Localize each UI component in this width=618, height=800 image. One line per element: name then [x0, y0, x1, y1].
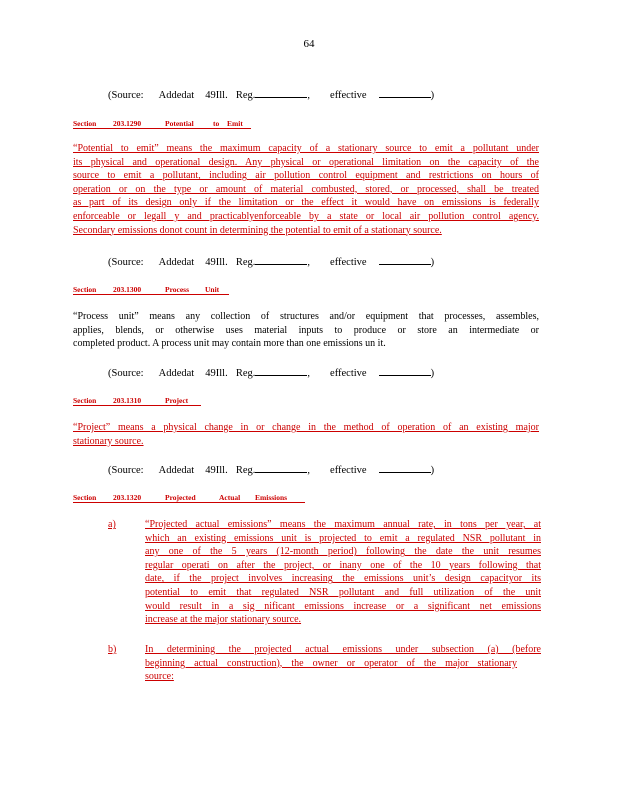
- section-body: “Potential to emit” means the maximum capacity of a stationary source to emit a pollutant under its physical and operational design. Any physical or operational limitation on the capacity of the source to emit a pollutant, including air pollution control equipment and restrictions on hours of operation or on the type or amount of material combusted, stored, or processed, shall be treated as part of its design only if the limitation or the effect it would have on emissions is federally enforceable or legall y and practicablyenforceable by a state or local air pollution control agency. Secondary emissions donot count in determining the potential to emit of a stationary source.: [73, 143, 539, 236]
- item-body: In determining the projected actual emissions under subsection (a) (before beginning actual construction), the owner or operator of the major stationary source:: [145, 644, 541, 683]
- effective-blank: [379, 88, 431, 98]
- source-line: (Source: Addedat 49Ill. Reg. , effective ): [108, 465, 435, 476]
- reg-blank: [255, 463, 307, 473]
- effective-blank: [379, 366, 431, 376]
- reg-blank: [255, 88, 307, 98]
- ill-label: 49Ill.: [205, 90, 228, 101]
- reg-blank: [255, 255, 307, 265]
- effective-blank: [379, 463, 431, 473]
- page-number: 64: [303, 38, 315, 50]
- item-label: a): [108, 519, 116, 530]
- item-body: “Projected actual emissions” means the maximum annual rate, in tons per year, at which an existing emissions unit is projected to emit a regulated NSR pollutant in any one of the 5 years (12-month period) following the date the unit resumes regular operati on after the project, or inany one of the 10 years following that date, if the project involves increasing the emissions unit’s design capacityor its potential to emit that regulated NSR pollutant and full utilization of the unit would result in a sig nificant emissions increase or a significant net emissions increase at the major stationary source.: [145, 519, 541, 626]
- source-line: (Source: Addedat 49Ill. Reg. , effective ): [108, 90, 435, 101]
- section-body: “Project” means a physical change in or change in the method of operation of an existing major stationary source.: [73, 422, 539, 447]
- source-line: (Source: Addedat 49Ill. Reg. , effective ): [108, 368, 435, 379]
- item-label: b): [108, 644, 117, 655]
- section-heading: Section 203.1300 Process Unit: [73, 285, 229, 295]
- reg-blank: [255, 366, 307, 376]
- addedat-label: Addedat: [158, 90, 195, 101]
- section-heading: Section 203.1310 Project: [73, 396, 201, 406]
- source-label: (Source:: [108, 90, 144, 101]
- effective-blank: [379, 255, 431, 265]
- section-body: “Process unit” means any collection of structures and/or equipment that processes, assembles, applies, blends, or otherwise uses material inputs to produce or store an intermediate or completed product. A process unit may contain more than one emissions un it.: [73, 311, 539, 350]
- source-line: (Source: Addedat 49Ill. Reg. , effective ): [108, 257, 435, 268]
- reg-label: Reg.: [235, 90, 256, 101]
- effective-label: effective: [330, 90, 367, 101]
- section-heading: Section 203.1290 Potential to Emit: [73, 119, 251, 129]
- section-heading: Section 203.1320 Projected Actual Emissions: [73, 493, 305, 503]
